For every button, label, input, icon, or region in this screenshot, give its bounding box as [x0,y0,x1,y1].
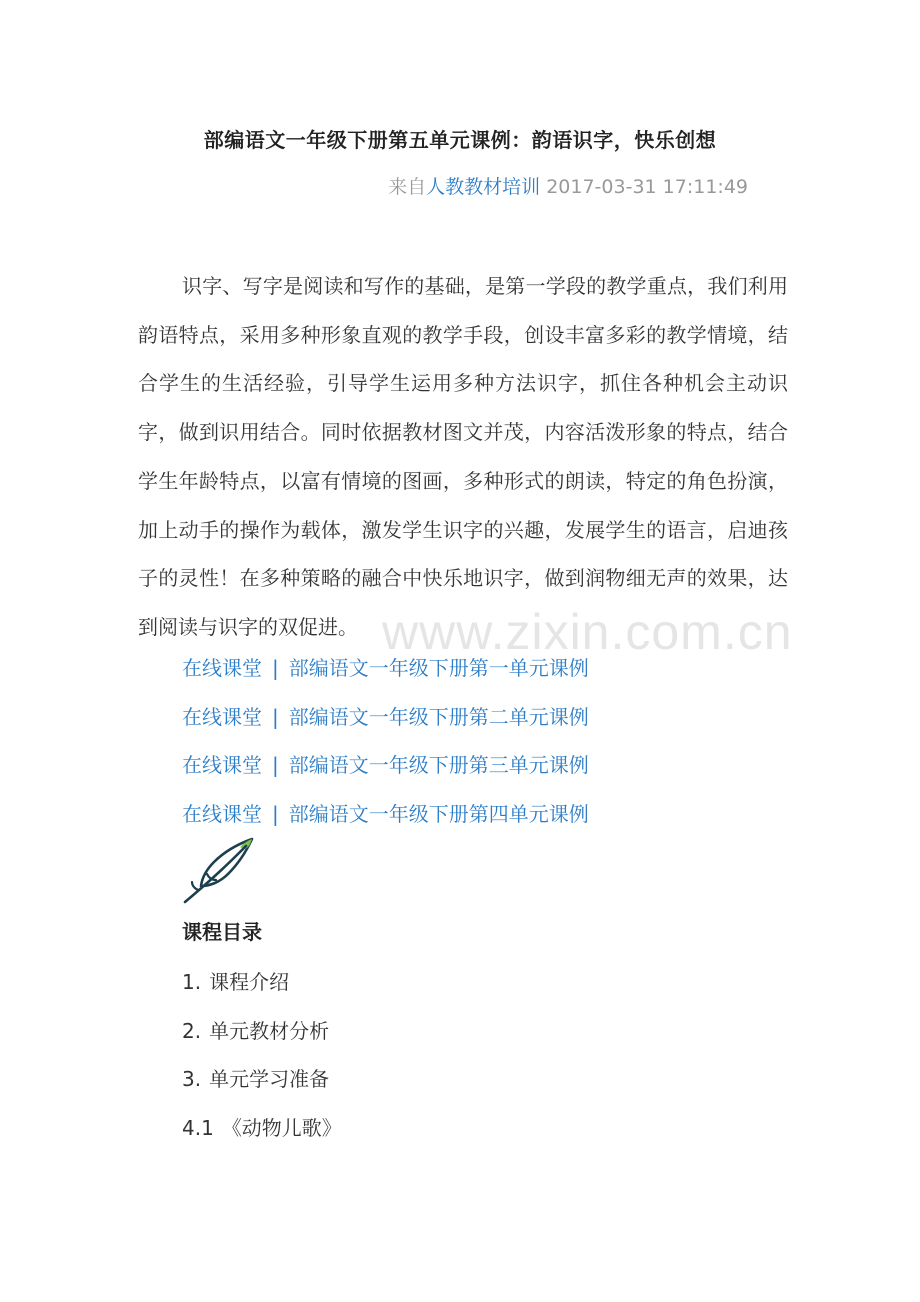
link-text: 部编语文一年级下册第一单元课例 [288,656,589,680]
related-link-item [182,790,589,839]
related-link-4[interactable] [182,802,589,826]
publish-datetime: 2017-03-31 17:11:49 [546,176,748,198]
toc-item [182,1055,342,1104]
toc-item [182,1007,342,1056]
link-prefix: 在线课堂 [182,801,262,826]
link-separator: | [272,656,279,680]
toc-item-number: 4.1 [182,1115,214,1140]
toc-item-number: 3. [182,1067,202,1091]
related-link-item [182,644,589,693]
article-title: 部编语文一年级下册第五单元课例：韵语识字，快乐创想 [203,128,717,152]
meta-prefix: 来自 [388,176,427,198]
toc-item-number: 1. [182,970,202,994]
toc-item [182,1104,342,1153]
toc-item-label: 《动物儿歌》 [221,1115,342,1140]
quill-feather-icon [180,836,258,904]
toc-item-label: 课程介绍 [209,970,290,994]
link-text: 部编语文一年级下册第三单元课例 [288,753,589,777]
link-prefix: 在线课堂 [182,656,262,680]
watermark: www.zixin.com.cn [382,604,793,660]
toc-list [182,958,342,1152]
toc-item-number: 2. [182,1018,202,1043]
link-separator: | [272,753,279,777]
related-link-3[interactable] [182,753,589,777]
link-prefix: 在线课堂 [182,704,262,729]
toc-title: 课程目录 [182,920,262,944]
link-text: 部编语文一年级下册第四单元课例 [288,801,589,826]
link-separator: | [272,704,279,729]
toc-item-label: 单元教材分析 [209,1018,330,1043]
source-link[interactable]: 人教教材培训 [426,176,541,198]
related-link-item [182,693,589,742]
related-link-2[interactable] [182,705,589,729]
related-links [182,644,589,838]
link-separator: | [272,801,279,826]
related-link-item [182,741,589,790]
article-meta [388,172,748,199]
link-text: 部编语文一年级下册第二单元课例 [288,704,589,729]
toc-item [182,958,342,1007]
link-prefix: 在线课堂 [182,753,262,777]
toc-item-label: 单元学习准备 [209,1067,330,1091]
article-body: 识字、写字是阅读和写作的基础，是第一学段的教学重点，我们利用韵语特点，采用多种形象直观的教学手段，创设丰富多彩的教学情境，结合学生的生活经验，引导学生运用多种方法识字，抓住各种机会主动识字，做到识用结合。同时依据教材图文并茂，内容活泼形象的特点，结合学生年龄特点，以富有情境的图画，多种形式的朗读，特定的角色扮演，加上动手的操作为载体，激发学生识字的兴趣，发展学生的语言，启迪孩子的灵性！在多种策略的融合中快乐地识字，做到润物细无声的效果，达到阅读与识字的双促进。 [138,274,788,639]
related-link-1[interactable] [182,656,589,680]
